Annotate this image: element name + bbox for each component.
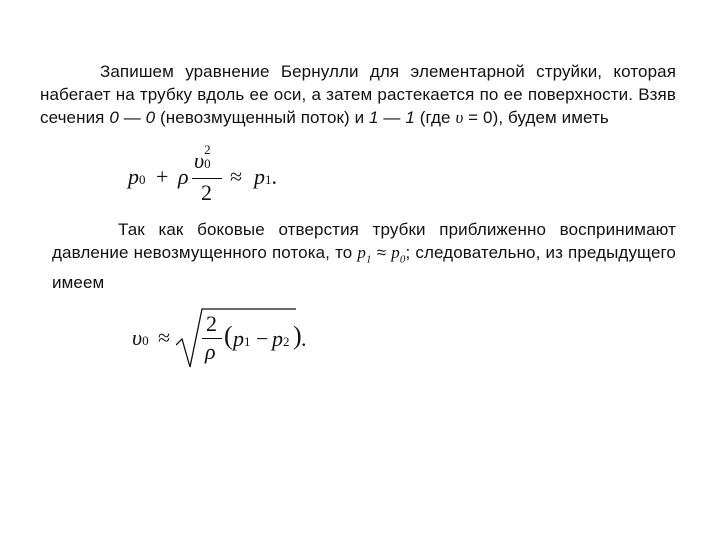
velocity-symbol: υ <box>455 108 464 127</box>
eq1-approx: ≈ <box>230 164 243 189</box>
section-1-1: 1 — 1 <box>369 108 415 127</box>
eq1-plus: + <box>156 164 169 189</box>
eq1-fraction-bar <box>192 178 222 179</box>
paragraph-intro-text-b: (невозмущенный поток) и <box>155 108 370 127</box>
eq2-approx: ≈ <box>158 325 171 350</box>
eq2-minus: − <box>256 326 269 351</box>
eq2-denominator: ρ <box>205 339 216 364</box>
eq2-numerator: 2 <box>206 311 217 336</box>
approx-symbol: ≈ <box>371 243 392 262</box>
bernoulli-equation <box>128 142 298 208</box>
paragraph-intro-text-a: Запишем уравнение Бернулли для элементарной струйки, которая набегает на трубку вдоль ее оси, а затем растекается по ее поверхности. Взяв сечения <box>40 62 676 127</box>
eq1-denominator: 2 <box>201 180 212 205</box>
p1-symbol: $p_1$ <box>357 243 372 266</box>
paragraph-intro <box>40 60 676 129</box>
paragraph-derivation <box>52 218 676 294</box>
eq1-numerator: υ 2 0 <box>194 142 211 173</box>
eq2-p1: p1 <box>233 326 251 351</box>
velocity-equation <box>132 305 322 375</box>
section-0-0: 0 — 0 <box>109 108 156 127</box>
p0-symbol: $p_0$ <box>391 243 406 266</box>
eq2-p2: p2 <box>272 326 290 351</box>
paragraph-derivation-text-b: ; следовательно, из предыдущего имеем <box>52 243 676 293</box>
eq2-dot: . <box>301 326 307 351</box>
eq1-p0: p0 <box>128 164 146 189</box>
paragraph-intro-text-c: (где <box>414 108 456 127</box>
eq2-rparen: ) <box>293 321 302 350</box>
paragraph-derivation-text-a: Так как боковые отверстия трубки приближенно воспринимают давление невозмущенного потока, то <box>52 220 676 262</box>
paragraph-intro-text-d: = 0), будем иметь <box>463 108 609 127</box>
eq2-v0: υ0 <box>132 325 149 350</box>
eq1-rho: ρ <box>178 164 189 189</box>
eq1-p1: p1. <box>254 164 277 189</box>
eq2-lparen: ( <box>224 321 233 350</box>
